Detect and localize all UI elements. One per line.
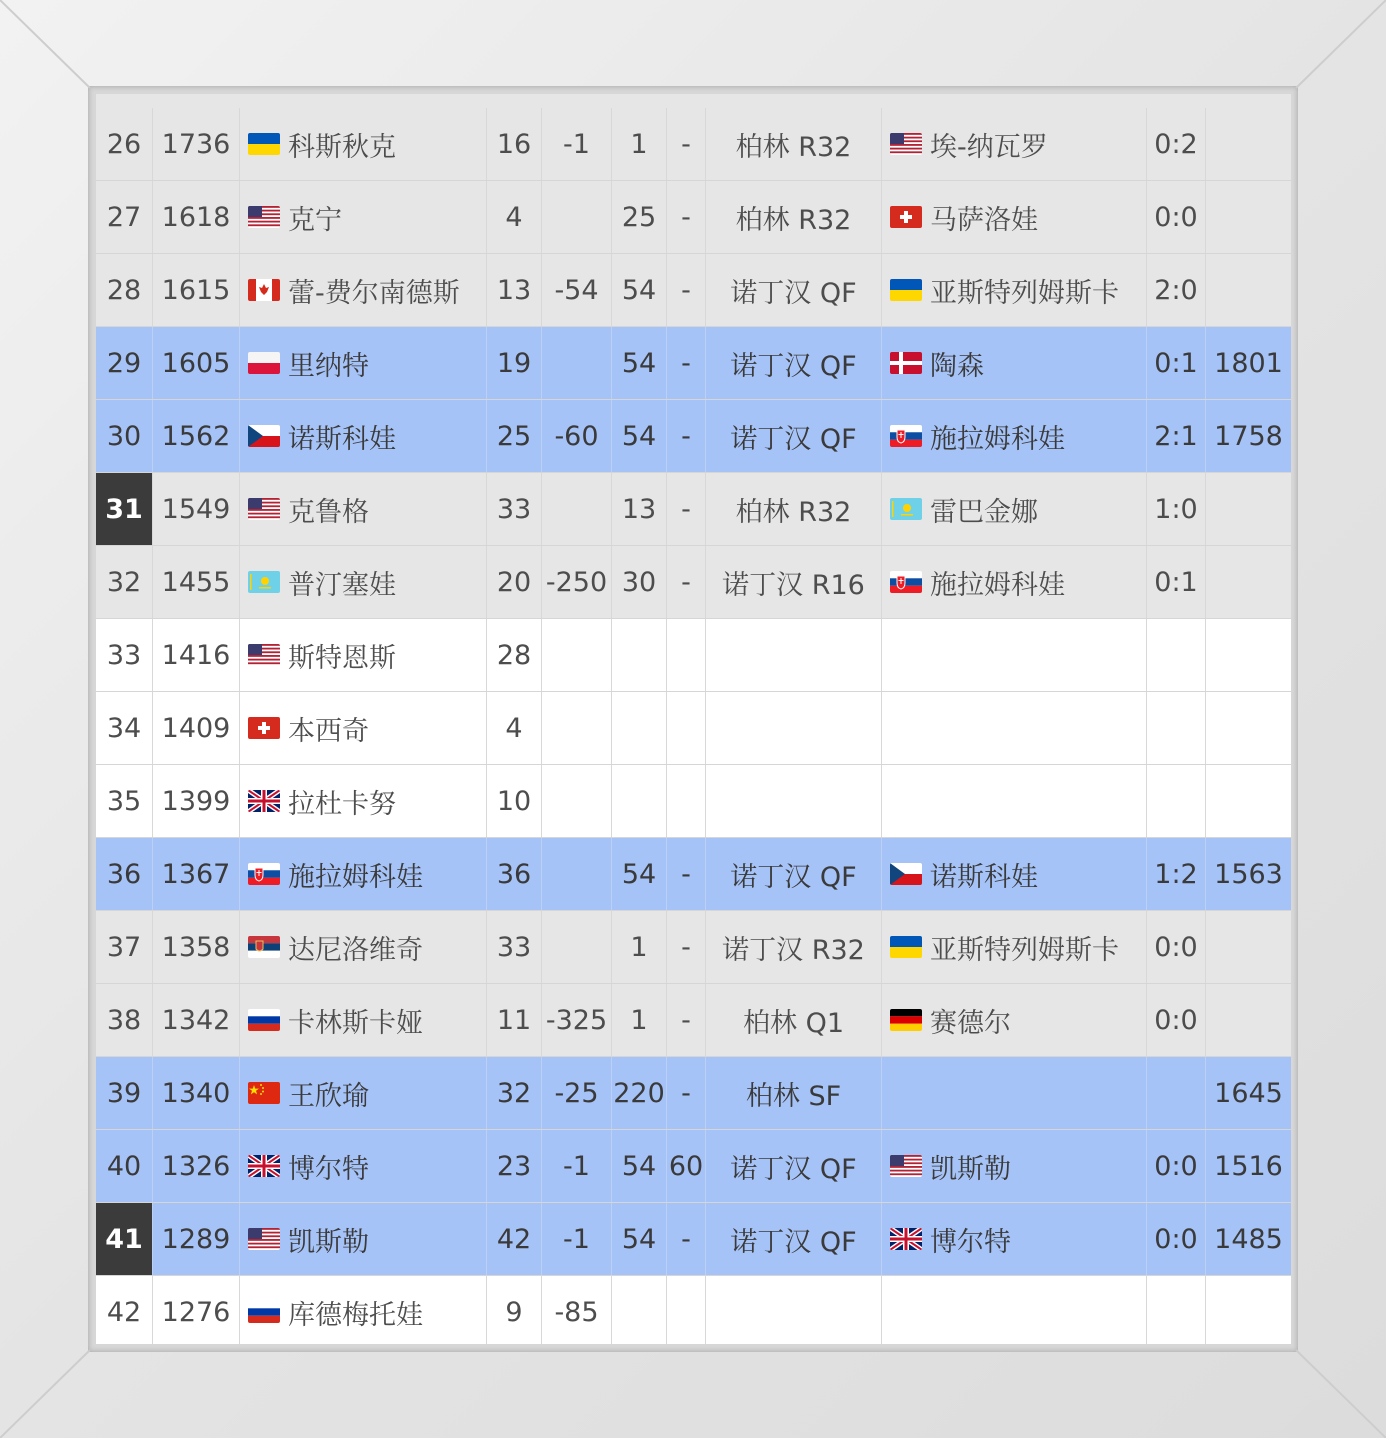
potential-points-cell: [1206, 254, 1291, 326]
player-cell[interactable]: [240, 181, 487, 253]
defend-points-cell: 1: [612, 911, 667, 983]
player-cell[interactable]: [240, 473, 487, 545]
score-cell: [1147, 1057, 1206, 1129]
potential-points-cell: 1516: [1214, 1150, 1283, 1182]
ukraine-flag-icon: [248, 133, 280, 155]
score-cell: 0:1: [1147, 327, 1206, 399]
rank-cell: 33: [96, 619, 153, 691]
player-cell[interactable]: [240, 1276, 487, 1344]
score-cell: 0:0: [1147, 1130, 1206, 1202]
rank-cell: 28: [96, 254, 153, 326]
event-cell: 诺丁汉 R32: [706, 911, 882, 983]
table-row: [96, 984, 1291, 1057]
player-name: 博尔特: [288, 1153, 369, 1185]
player-name: 库德梅托娃: [288, 1299, 423, 1331]
tournaments-cell: 10: [487, 765, 542, 837]
points-cell: 1399: [153, 765, 240, 837]
new-points-cell: -: [667, 400, 706, 472]
new-points-cell: -: [667, 984, 706, 1056]
event-cell: 柏林 R32: [706, 108, 882, 180]
player-cell[interactable]: [240, 692, 487, 764]
tournaments-cell: 23: [487, 1130, 542, 1202]
score-cell: 0:2: [1147, 108, 1206, 180]
potential-points-cell: 1758: [1214, 420, 1283, 452]
score-cell: 2:0: [1147, 254, 1206, 326]
points-cell: 1615: [153, 254, 240, 326]
usa-flag-icon: [248, 206, 280, 228]
new-points-cell: -: [667, 1203, 706, 1275]
player-cell[interactable]: [240, 546, 487, 618]
potential-points-cell: [1206, 911, 1291, 983]
new-points-cell: [667, 619, 706, 691]
tournaments-cell: 36: [487, 838, 542, 910]
points-cell: 1358: [153, 911, 240, 983]
points-cell: 1549: [153, 473, 240, 545]
defend-points-cell: 220: [612, 1057, 667, 1129]
table-row: [96, 473, 1291, 546]
defend-points-cell: 54: [612, 327, 667, 399]
kazakhstan-flag-icon: [248, 571, 280, 593]
points-cell: 1455: [153, 546, 240, 618]
diff-cell: -250: [542, 546, 612, 618]
rank-cell: 30: [96, 400, 153, 472]
rank-cell: 31: [96, 473, 153, 545]
points-cell: 1416: [153, 619, 240, 691]
defend-points-cell: 54: [612, 838, 667, 910]
player-name: 斯特恩斯: [288, 642, 396, 674]
opponent-name: 凯斯勒: [930, 1153, 1011, 1185]
switzerland-flag-icon: [248, 717, 280, 739]
points-cell: 1409: [153, 692, 240, 764]
player-name: 王欣瑜: [288, 1080, 369, 1112]
defend-points-cell: [612, 692, 667, 764]
defend-points-cell: 54: [612, 1203, 667, 1275]
opponent-name: 赛德尔: [930, 1007, 1011, 1039]
table-row: [96, 1276, 1291, 1344]
potential-points-cell: [1206, 1276, 1291, 1344]
defend-points-cell: 25: [612, 181, 667, 253]
opponent-name: 雷巴金娜: [930, 496, 1038, 528]
potential-points-cell: 1563: [1214, 858, 1283, 890]
opponent-cell[interactable]: [882, 838, 1147, 910]
rank-cell: 36: [96, 838, 153, 910]
score-cell: 0:1: [1147, 546, 1206, 618]
diff-cell: -1: [542, 108, 612, 180]
uk-flag-icon: [248, 790, 280, 812]
score-cell: 0:0: [1147, 911, 1206, 983]
rank-cell: 26: [96, 108, 153, 180]
usa-flag-icon: [248, 1228, 280, 1250]
points-cell: 1342: [153, 984, 240, 1056]
tournaments-cell: 25: [487, 400, 542, 472]
rank-cell: 27: [96, 181, 153, 253]
points-cell: 1605: [153, 327, 240, 399]
new-points-cell: -: [667, 254, 706, 326]
potential-points-cell: [1206, 984, 1291, 1056]
player-name: 拉杜卡努: [288, 788, 396, 820]
event-cell: 柏林 Q1: [706, 984, 882, 1056]
table-row: [96, 400, 1291, 473]
diff-cell: [542, 765, 612, 837]
table-row: [96, 108, 1291, 181]
defend-points-cell: 13: [612, 473, 667, 545]
defend-points-cell: [612, 1276, 667, 1344]
tournaments-cell: 42: [487, 1203, 542, 1275]
event-cell: 诺丁汉 QF: [706, 838, 882, 910]
new-points-cell: -: [667, 546, 706, 618]
points-cell: 1276: [153, 1276, 240, 1344]
player-name: 达尼洛维奇: [288, 934, 423, 966]
event-cell: 柏林 R32: [706, 181, 882, 253]
opponent-cell[interactable]: [882, 1203, 1147, 1275]
new-points-cell: [667, 692, 706, 764]
opponent-name: 马萨洛娃: [930, 204, 1038, 236]
table-row: [96, 692, 1291, 765]
ukraine-flag-icon: [890, 279, 922, 301]
player-cell[interactable]: [240, 327, 487, 399]
opponent-cell[interactable]: [882, 546, 1147, 618]
opponent-name: 诺斯科娃: [930, 861, 1038, 893]
rank-cell: 38: [96, 984, 153, 1056]
rank-cell: 42: [96, 1276, 153, 1344]
event-cell: 诺丁汉 QF: [706, 327, 882, 399]
event-cell: 诺丁汉 QF: [706, 254, 882, 326]
player-name: 凯斯勒: [288, 1226, 369, 1258]
player-cell[interactable]: [240, 400, 487, 472]
potential-points-cell: [1206, 692, 1291, 764]
new-points-cell: -: [667, 327, 706, 399]
defend-points-cell: 54: [612, 1130, 667, 1202]
tournaments-cell: 28: [487, 619, 542, 691]
defend-points-cell: 54: [612, 254, 667, 326]
opponent-cell[interactable]: [882, 692, 1147, 764]
score-cell: 2:1: [1147, 400, 1206, 472]
poland-flag-icon: [248, 352, 280, 374]
diff-cell: [542, 692, 612, 764]
ukraine-flag-icon: [890, 936, 922, 958]
opponent-name: 施拉姆科娃: [930, 423, 1065, 455]
new-points-cell: -: [667, 108, 706, 180]
usa-flag-icon: [890, 133, 922, 155]
event-cell: [706, 619, 882, 691]
points-cell: 1736: [153, 108, 240, 180]
score-cell: [1147, 1276, 1206, 1344]
slovakia-flag-icon: [890, 571, 922, 593]
player-name: 克鲁格: [288, 496, 369, 528]
opponent-cell[interactable]: [882, 108, 1147, 180]
rank-cell: 32: [96, 546, 153, 618]
defend-points-cell: [612, 619, 667, 691]
score-cell: [1147, 765, 1206, 837]
new-points-cell: 60: [667, 1130, 706, 1202]
score-cell: [1147, 619, 1206, 691]
opponent-cell[interactable]: [882, 400, 1147, 472]
diff-cell: -1: [542, 1203, 612, 1275]
table-row: [96, 546, 1291, 619]
diff-cell: -54: [542, 254, 612, 326]
usa-flag-icon: [248, 498, 280, 520]
tournaments-cell: 11: [487, 984, 542, 1056]
tournaments-cell: 4: [487, 181, 542, 253]
opponent-cell[interactable]: [882, 984, 1147, 1056]
new-points-cell: -: [667, 473, 706, 545]
tournaments-cell: 19: [487, 327, 542, 399]
potential-points-cell: [1206, 108, 1291, 180]
ranking-table: [96, 94, 1291, 1344]
player-cell[interactable]: [240, 1130, 487, 1202]
table-row: [96, 1057, 1291, 1130]
germany-flag-icon: [890, 1009, 922, 1031]
tournaments-cell: 32: [487, 1057, 542, 1129]
potential-points-cell: [1206, 181, 1291, 253]
rank-cell: 29: [96, 327, 153, 399]
event-cell: 诺丁汉 QF: [706, 1203, 882, 1275]
switzerland-flag-icon: [890, 206, 922, 228]
uk-flag-icon: [248, 1155, 280, 1177]
defend-points-cell: 1: [612, 984, 667, 1056]
diff-cell: -60: [542, 400, 612, 472]
diff-cell: -1: [542, 1130, 612, 1202]
player-name: 本西奇: [288, 715, 369, 747]
opponent-name: 埃-纳瓦罗: [930, 131, 1048, 163]
points-cell: 1367: [153, 838, 240, 910]
event-cell: 柏林 SF: [706, 1057, 882, 1129]
table-row: [96, 619, 1291, 692]
potential-points-cell: 1645: [1214, 1077, 1283, 1109]
opponent-name: 施拉姆科娃: [930, 569, 1065, 601]
potential-points-cell: 1801: [1214, 347, 1283, 379]
event-cell: [706, 692, 882, 764]
player-cell[interactable]: [240, 911, 487, 983]
czech-flag-icon: [248, 425, 280, 447]
event-cell: [706, 765, 882, 837]
player-cell[interactable]: [240, 254, 487, 326]
score-cell: 0:0: [1147, 1203, 1206, 1275]
diff-cell: [542, 619, 612, 691]
score-cell: 0:0: [1147, 984, 1206, 1056]
event-cell: 诺丁汉 QF: [706, 400, 882, 472]
kazakhstan-flag-icon: [890, 498, 922, 520]
score-cell: 0:0: [1147, 181, 1206, 253]
slovakia-flag-icon: [248, 863, 280, 885]
rank-cell: 35: [96, 765, 153, 837]
opponent-name: 陶森: [930, 350, 984, 382]
opponent-cell[interactable]: [882, 1130, 1147, 1202]
player-name: 克宁: [288, 204, 342, 236]
player-name: 施拉姆科娃: [288, 861, 423, 893]
player-cell[interactable]: [240, 1057, 487, 1129]
new-points-cell: [667, 765, 706, 837]
rank-cell: 37: [96, 911, 153, 983]
opponent-name: 亚斯特列姆斯卡: [930, 277, 1119, 309]
opponent-cell[interactable]: [882, 327, 1147, 399]
usa-flag-icon: [890, 1155, 922, 1177]
opponent-cell[interactable]: [882, 473, 1147, 545]
serbia-flag-icon: [248, 936, 280, 958]
russia-flag-icon: [248, 1009, 280, 1031]
new-points-cell: -: [667, 911, 706, 983]
player-cell[interactable]: [240, 1203, 487, 1275]
score-cell: 1:2: [1147, 838, 1206, 910]
table-row: [96, 765, 1291, 838]
opponent-cell[interactable]: [882, 911, 1147, 983]
uk-flag-icon: [890, 1228, 922, 1250]
diff-cell: -85: [542, 1276, 612, 1344]
player-name: 卡林斯卡娅: [288, 1007, 423, 1039]
table-body: [96, 108, 1291, 1344]
opponent-cell[interactable]: [882, 1057, 1147, 1129]
table-header-strip: [96, 94, 1291, 109]
diff-cell: -325: [542, 984, 612, 1056]
diff-cell: [542, 911, 612, 983]
points-cell: 1289: [153, 1203, 240, 1275]
event-cell: [706, 1276, 882, 1344]
defend-points-cell: 1: [612, 108, 667, 180]
tournaments-cell: 4: [487, 692, 542, 764]
potential-points-cell: [1206, 473, 1291, 545]
new-points-cell: -: [667, 181, 706, 253]
player-cell[interactable]: [240, 838, 487, 910]
tournaments-cell: 16: [487, 108, 542, 180]
potential-points-cell: [1206, 546, 1291, 618]
opponent-cell[interactable]: [882, 1276, 1147, 1344]
table-row: [96, 327, 1291, 400]
diff-cell: [542, 181, 612, 253]
rank-cell: 39: [96, 1057, 153, 1129]
new-points-cell: -: [667, 838, 706, 910]
new-points-cell: [667, 1276, 706, 1344]
opponent-cell[interactable]: [882, 765, 1147, 837]
player-cell[interactable]: [240, 765, 487, 837]
tournaments-cell: 33: [487, 473, 542, 545]
diff-cell: [542, 327, 612, 399]
diff-cell: [542, 473, 612, 545]
event-cell: 诺丁汉 QF: [706, 1130, 882, 1202]
tournaments-cell: 13: [487, 254, 542, 326]
canada-flag-icon: [248, 279, 280, 301]
potential-points-cell: [1206, 619, 1291, 691]
player-name: 诺斯科娃: [288, 423, 396, 455]
points-cell: 1340: [153, 1057, 240, 1129]
table-row: [96, 838, 1291, 911]
points-cell: 1326: [153, 1130, 240, 1202]
china-flag-icon: [248, 1082, 280, 1104]
defend-points-cell: 30: [612, 546, 667, 618]
czech-flag-icon: [890, 863, 922, 885]
tournaments-cell: 33: [487, 911, 542, 983]
opponent-cell[interactable]: [882, 619, 1147, 691]
score-cell: 1:0: [1147, 473, 1206, 545]
points-cell: 1618: [153, 181, 240, 253]
rank-cell: 40: [96, 1130, 153, 1202]
opponent-cell[interactable]: [882, 254, 1147, 326]
defend-points-cell: 54: [612, 400, 667, 472]
event-cell: 柏林 R32: [706, 473, 882, 545]
denmark-flag-icon: [890, 352, 922, 374]
player-cell[interactable]: [240, 984, 487, 1056]
new-points-cell: -: [667, 1057, 706, 1129]
player-cell[interactable]: [240, 619, 487, 691]
tournaments-cell: 20: [487, 546, 542, 618]
player-name: 普汀塞娃: [288, 569, 396, 601]
table-row: [96, 181, 1291, 254]
tournaments-cell: 9: [487, 1276, 542, 1344]
potential-points-cell: [1206, 765, 1291, 837]
rank-cell: 41: [96, 1203, 153, 1275]
rank-cell: 34: [96, 692, 153, 764]
table-row: [96, 1130, 1291, 1203]
usa-flag-icon: [248, 644, 280, 666]
score-cell: [1147, 692, 1206, 764]
diff-cell: -25: [542, 1057, 612, 1129]
slovakia-flag-icon: [890, 425, 922, 447]
player-name: 科斯秋克: [288, 131, 396, 163]
russia-flag-icon: [248, 1301, 280, 1323]
table-row: [96, 254, 1291, 327]
event-cell: 诺丁汉 R16: [706, 546, 882, 618]
player-name: 里纳特: [288, 350, 369, 382]
player-name: 蕾-费尔南德斯: [288, 277, 460, 309]
opponent-cell[interactable]: [882, 181, 1147, 253]
potential-points-cell: 1485: [1214, 1223, 1283, 1255]
opponent-name: 亚斯特列姆斯卡: [930, 934, 1119, 966]
points-cell: 1562: [153, 400, 240, 472]
player-cell[interactable]: [240, 108, 487, 180]
defend-points-cell: [612, 765, 667, 837]
table-row: [96, 1203, 1291, 1276]
diff-cell: [542, 838, 612, 910]
table-row: [96, 911, 1291, 984]
opponent-name: 博尔特: [930, 1226, 1011, 1258]
